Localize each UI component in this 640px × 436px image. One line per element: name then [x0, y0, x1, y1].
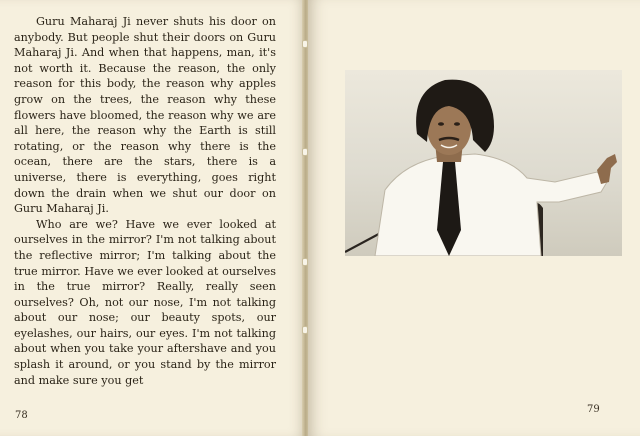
page-body-text — [14, 14, 276, 388]
eye-left — [438, 122, 444, 126]
page-number-left: 78 — [15, 410, 28, 421]
white-shirt — [375, 154, 607, 256]
page-number-right: 79 — [587, 404, 600, 415]
paragraph: Guru Maharaj Ji never shuts his door on anybody. But people shut their doors on Guru Maharaj Ji. And when that happens, man, it's not worth it. Because the reason, the only reason for this body, the reason why apples grow on the trees, the reason why these flowers have bloomed, the reason why we are all here, the reason why the Earth is still rotating, or the reason why there is the ocean, there are the stars, there is a universe, there is everything, goes right down the drain when we shut our door on Guru Maharaj Ji. — [14, 15, 276, 216]
left-page — [0, 0, 306, 436]
paragraph: Who are we? Have we ever looked at ourselves in the mirror? I'm not talking about the reflective mirror; I'm talking about the true mirror. Have we ever looked at ourselves in the true mirror? Really, really seen ourselves? Oh, not our nose, I'm not talking about our nose; our beauty spots, our eyelashes, our hairs, our eyes. I'm not talking about when you take your aftershave and you splash it around, or you stand by the mirror and make sure you get — [14, 217, 276, 387]
speaker-portrait-photo — [345, 70, 622, 256]
pointing-hand — [597, 154, 617, 184]
eye-right — [454, 122, 460, 126]
photo-illustration — [345, 70, 622, 256]
